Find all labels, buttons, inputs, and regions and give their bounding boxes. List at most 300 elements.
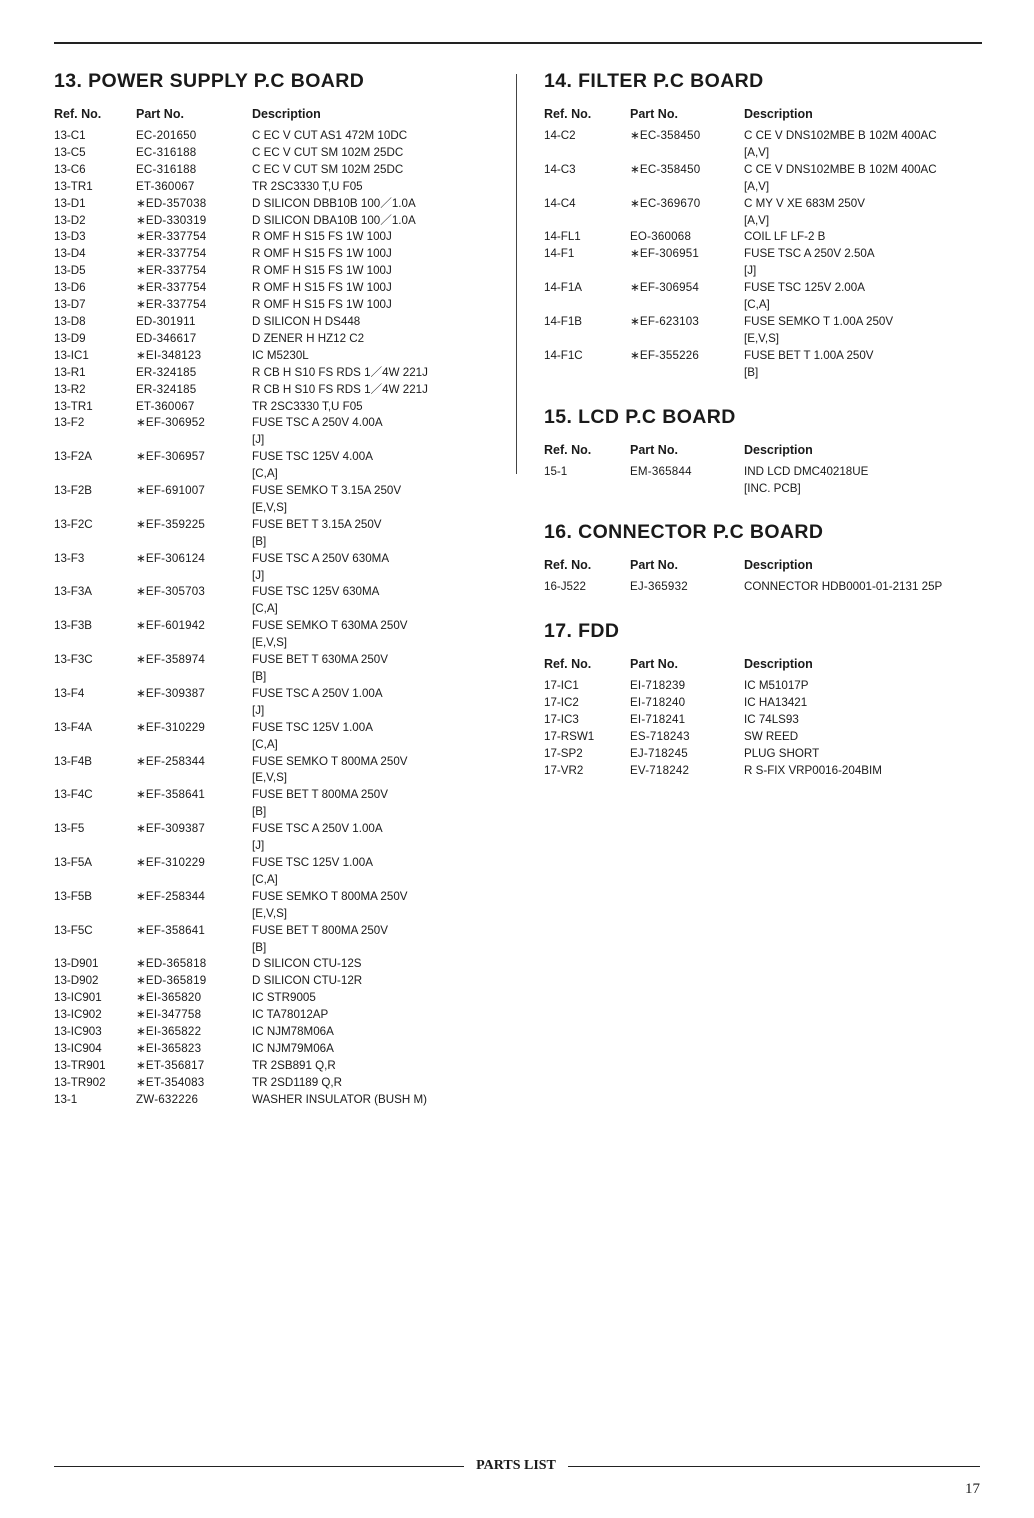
table-row (54, 280, 494, 297)
table-row (54, 213, 494, 230)
ref-no: 14-C3 (544, 162, 576, 176)
description (744, 464, 984, 498)
description (252, 415, 492, 449)
table-row (54, 348, 494, 365)
table-row (544, 196, 984, 230)
ref-no: 13-D901 (54, 957, 99, 971)
ref-no: 17-RSW1 (544, 730, 595, 744)
description-line: C CE V DNS102MBE B 102M 400AC (744, 129, 937, 142)
description (744, 314, 984, 348)
ref-no: 13-C5 (54, 145, 86, 159)
description-line: IC NJM79M06A (252, 1041, 334, 1055)
region-code: [B] (252, 534, 267, 548)
ref-no: 13-D2 (54, 213, 86, 227)
description-line: IC TA78012AP (252, 1008, 329, 1022)
region-code: [J] (252, 839, 265, 853)
description-line: FUSE SEMKO T 1.00A 250V (744, 314, 894, 328)
description-line: FUSE BET T 800MA 250V (252, 788, 388, 802)
ref-no: 13-TR1 (54, 399, 93, 413)
part-no: ∗EI-365822 (136, 1025, 202, 1039)
part-no: ∗ET-356817 (136, 1058, 205, 1072)
part-no: EC-201650 (136, 129, 197, 142)
part-no: ∗EF-310229 (136, 855, 206, 869)
ref-no: 13-F3B (54, 619, 93, 633)
description (252, 179, 492, 196)
part-no: ∗EF-309387 (136, 822, 206, 836)
description-line: FUSE SEMKO T 800MA 250V (252, 754, 408, 768)
table-row (54, 618, 494, 652)
table-row (54, 720, 494, 754)
description-line: IC M5230L (252, 348, 309, 362)
table-row (54, 297, 494, 314)
description-line: D SILICON CTU-12S (252, 957, 362, 971)
part-no: ∗EF-355226 (630, 348, 700, 362)
part-no: EO-360068 (630, 230, 692, 244)
section-power-supply (54, 68, 494, 1109)
part-no: EV-718242 (630, 763, 690, 777)
table-header (54, 106, 494, 122)
ref-no: 13-C1 (54, 129, 86, 142)
part-no: EI-718241 (630, 713, 686, 727)
part-no: ∗EF-306124 (136, 551, 206, 565)
table-row (544, 746, 984, 763)
part-no: ET-360067 (136, 399, 195, 413)
table-row (54, 855, 494, 889)
part-no: ED-346617 (136, 331, 197, 345)
description-line: FUSE TSC A 250V 4.00A (252, 416, 383, 430)
description-line: FUSE TSC A 250V 1.00A (252, 822, 383, 836)
region-code: [J] (252, 433, 265, 447)
ref-no: 13-D6 (54, 281, 86, 295)
ref-no: 13-F2A (54, 450, 93, 464)
ref-no: 13-F3C (54, 653, 93, 667)
part-no: ∗ET-354083 (136, 1075, 205, 1089)
part-no: ER-324185 (136, 382, 197, 396)
description (252, 584, 492, 618)
description (744, 162, 984, 196)
description-line: D SILICON CTU-12R (252, 974, 363, 988)
part-no: ∗EF-258344 (136, 889, 206, 903)
description (252, 720, 492, 754)
region-code: [INC. PCB] (744, 481, 801, 495)
table-row (544, 229, 984, 246)
ref-no: 13-F4A (54, 720, 93, 734)
table-row (544, 314, 984, 348)
description (252, 1041, 492, 1058)
description-line: FUSE TSC A 250V 630MA (252, 551, 390, 565)
column-divider (516, 74, 517, 474)
header-ref-no: Ref. No. (544, 657, 592, 672)
part-no: ∗EF-306954 (630, 281, 700, 295)
description (252, 331, 492, 348)
part-no: ED-301911 (136, 314, 196, 328)
table-row (54, 483, 494, 517)
description (252, 297, 492, 314)
description (252, 973, 492, 990)
parts-table (544, 128, 984, 382)
part-no: ∗EF-309387 (136, 686, 206, 700)
section-lcd (544, 404, 984, 498)
table-row (54, 246, 494, 263)
description (744, 128, 984, 162)
footer-rule-left (54, 1466, 464, 1467)
part-no: ∗EF-359225 (136, 517, 206, 531)
part-no: ∗EF-691007 (136, 484, 206, 498)
part-no: ∗EF-358641 (136, 923, 206, 937)
description-line: FUSE SEMKO T 800MA 250V (252, 889, 408, 903)
ref-no: 13-R2 (54, 382, 86, 396)
table-row (54, 145, 494, 162)
region-code: [E,V,S] (252, 906, 288, 920)
part-no: ∗EF-305703 (136, 585, 206, 599)
description-line: WASHER INSULATOR (BUSH M) (252, 1092, 427, 1106)
part-no: ∗ED-330319 (136, 213, 207, 227)
description (252, 1024, 492, 1041)
description (252, 1007, 492, 1024)
part-no: EC-316188 (136, 162, 197, 176)
ref-no: 15-1 (544, 464, 568, 478)
part-no: ∗EF-358641 (136, 788, 206, 802)
table-row (54, 179, 494, 196)
part-no: EM-365844 (630, 464, 692, 478)
ref-no: 17-IC2 (544, 696, 579, 710)
table-row (54, 1041, 494, 1058)
description (744, 246, 984, 280)
part-no: ∗EC-369670 (630, 196, 701, 210)
table-row (54, 162, 494, 179)
ref-no: 13-F5 (54, 822, 85, 836)
table-row (54, 1007, 494, 1024)
part-no: EJ-718245 (630, 746, 688, 760)
description-line: C MY V XE 683M 250V (744, 196, 865, 210)
part-no: EJ-365932 (630, 580, 688, 594)
ref-no: 14-F1 (544, 247, 575, 261)
ref-no: 13-D1 (54, 196, 86, 210)
region-code: [B] (252, 805, 267, 819)
ref-no: 13-C6 (54, 162, 86, 176)
description-line: CONNECTOR HDB0001-01-2131 25P (744, 580, 943, 594)
part-no: ∗EF-601942 (136, 619, 206, 633)
header-ref-no: Ref. No. (544, 107, 592, 121)
description (252, 162, 492, 179)
header-description: Description (744, 442, 813, 457)
part-no: ∗EF-623103 (630, 314, 700, 328)
part-no: ∗ER-337754 (136, 247, 207, 261)
description (252, 889, 492, 923)
ref-no: 14-F1B (544, 314, 583, 328)
ref-no: 13-F2C (54, 517, 93, 531)
table-row (54, 584, 494, 618)
section-title: 13. POWER SUPPLY P.C BOARD (54, 70, 365, 92)
header-ref-no: Ref. No. (54, 107, 102, 121)
ref-no: 13-IC902 (54, 1008, 102, 1022)
description (744, 712, 984, 729)
description-line: TR 2SD1189 Q,R (252, 1075, 342, 1089)
description (744, 229, 984, 246)
header-description: Description (744, 558, 813, 573)
part-no: EC-316188 (136, 145, 197, 159)
description-line: R OMF H S15 FS 1W 100J (252, 230, 392, 244)
table-row (54, 1075, 494, 1092)
description-line: C EC V CUT AS1 472M 10DC (252, 129, 408, 142)
table-row (54, 652, 494, 686)
description-line: D SILICON DBA10B 100／1.0A (252, 213, 416, 227)
table-row (54, 686, 494, 720)
table-row (544, 162, 984, 196)
description-line: TR 2SC3330 T,U F05 (252, 179, 363, 193)
ref-no: 13-D9 (54, 331, 86, 345)
ref-no: 17-VR2 (544, 763, 584, 777)
description-line: PLUG SHORT (744, 746, 820, 760)
table-row (54, 1092, 494, 1109)
part-no: ∗ED-357038 (136, 196, 207, 210)
ref-no: 13-D8 (54, 314, 86, 328)
description (744, 763, 984, 780)
part-no: ∗EC-358450 (630, 129, 701, 142)
ref-no: 13-D7 (54, 298, 86, 312)
ref-no: 13-IC1 (54, 348, 89, 362)
part-no: ∗EF-306957 (136, 450, 206, 464)
description (252, 956, 492, 973)
description (252, 246, 492, 263)
description (252, 229, 492, 246)
table-row (54, 754, 494, 788)
description (252, 990, 492, 1007)
table-header (544, 106, 984, 122)
part-no: ∗EF-358974 (136, 653, 206, 667)
table-row (54, 973, 494, 990)
description-line: FUSE TSC 125V 1.00A (252, 855, 373, 869)
table-row (544, 280, 984, 314)
ref-no: 13-IC903 (54, 1025, 102, 1039)
region-code: [J] (252, 568, 265, 582)
header-part-no: Part No. (630, 558, 678, 573)
description-line: FUSE BET T 800MA 250V (252, 923, 388, 937)
description (252, 145, 492, 162)
header-ref-no: Ref. No. (544, 442, 592, 457)
ref-no: 14-FL1 (544, 230, 581, 244)
description (252, 483, 492, 517)
description (252, 923, 492, 957)
part-no: ∗EF-258344 (136, 754, 206, 768)
table-row (544, 763, 984, 780)
table-row (54, 990, 494, 1007)
parts-table (544, 579, 984, 596)
description-line: FUSE TSC 125V 1.00A (252, 720, 373, 734)
description (252, 196, 492, 213)
description (252, 551, 492, 585)
section-connector (544, 519, 984, 596)
right-column (544, 68, 984, 780)
ref-no: 13-F5A (54, 855, 93, 869)
table-row (54, 1058, 494, 1075)
description (252, 263, 492, 280)
table-row (54, 382, 494, 399)
table-row (54, 1024, 494, 1041)
header-ref-no: Ref. No. (544, 558, 592, 573)
description-line: D SILICON DBB10B 100／1.0A (252, 196, 416, 210)
table-row (54, 956, 494, 973)
description-line: R CB H S10 FS RDS 1／4W 221J (252, 365, 428, 379)
parts-table (544, 678, 984, 779)
region-code: [C,A] (252, 872, 278, 886)
ref-no: 13-D5 (54, 264, 86, 278)
description (252, 517, 492, 551)
description (252, 382, 492, 399)
region-code: [C,A] (252, 467, 278, 481)
description-line: TR 2SC3330 T,U F05 (252, 399, 363, 413)
region-code: [C,A] (252, 602, 278, 616)
ref-no: 13-F5C (54, 923, 93, 937)
description (252, 128, 492, 145)
section-filter (544, 68, 984, 382)
description (252, 686, 492, 720)
part-no: ∗EF-306951 (630, 247, 700, 261)
ref-no: 14-F1C (544, 348, 583, 362)
description-line: FUSE TSC 125V 4.00A (252, 450, 373, 464)
part-no: EI-718240 (630, 696, 686, 710)
description-line: R CB H S10 FS RDS 1／4W 221J (252, 382, 428, 396)
section-title: 16. CONNECTOR P.C BOARD (544, 521, 824, 544)
description-line: IND LCD DMC40218UE (744, 464, 869, 478)
description (252, 314, 492, 331)
table-row (544, 579, 984, 596)
description-line: FUSE TSC A 250V 2.50A (744, 247, 875, 261)
region-code: [J] (744, 264, 757, 278)
description (252, 1075, 492, 1092)
table-row (54, 365, 494, 382)
part-no: ∗EI-348123 (136, 348, 202, 362)
ref-no: 17-SP2 (544, 746, 583, 760)
table-row (54, 923, 494, 957)
description (252, 348, 492, 365)
table-row (54, 196, 494, 213)
description (744, 729, 984, 746)
description-line: R OMF H S15 FS 1W 100J (252, 264, 392, 278)
section-title: 15. LCD P.C BOARD (544, 405, 736, 428)
description (744, 348, 984, 382)
part-no: ∗ED-365819 (136, 974, 207, 988)
ref-no: 13-D3 (54, 230, 86, 244)
part-no: ZW-632226 (136, 1092, 199, 1106)
ref-no: 13-F4 (54, 686, 85, 700)
description (252, 1058, 492, 1075)
table-row (54, 263, 494, 280)
ref-no: 14-C4 (544, 196, 576, 210)
part-no: ∗EI-365823 (136, 1041, 202, 1055)
description-line: TR 2SB891 Q,R (252, 1058, 336, 1072)
header-part-no: Part No. (630, 657, 678, 672)
part-no: ∗ER-337754 (136, 298, 207, 312)
region-code: [A,V] (744, 213, 770, 227)
description-line: SW REED (744, 730, 799, 744)
footer-rule-right (568, 1466, 980, 1467)
description (744, 280, 984, 314)
header-description: Description (252, 107, 321, 121)
part-no: ER-324185 (136, 365, 197, 379)
description-line: COIL LF LF-2 B (744, 230, 826, 244)
description-line: R OMF H S15 FS 1W 100J (252, 247, 392, 261)
description-line: IC 74LS93 (744, 713, 799, 727)
description (744, 746, 984, 763)
table-row (544, 695, 984, 712)
parts-table (544, 464, 984, 498)
part-no: ∗EI-347758 (136, 1008, 202, 1022)
header-part-no: Part No. (630, 107, 678, 121)
table-row (54, 517, 494, 551)
table-row (54, 229, 494, 246)
region-code: [A,V] (744, 179, 770, 193)
table-row (544, 464, 984, 498)
description (252, 280, 492, 297)
description-line: FUSE SEMKO T 3.15A 250V (252, 484, 402, 498)
footer-label: PARTS LIST (476, 1458, 556, 1473)
table-row (54, 787, 494, 821)
table-row (544, 712, 984, 729)
region-code: [E,V,S] (744, 331, 780, 345)
table-row (544, 246, 984, 280)
ref-no: 13-TR1 (54, 179, 93, 193)
description-line: FUSE TSC 125V 630MA (252, 585, 380, 599)
region-code: [E,V,S] (252, 771, 288, 785)
header-part-no: Part No. (630, 442, 678, 457)
description (252, 449, 492, 483)
table-header (544, 656, 984, 672)
region-code: [E,V,S] (252, 500, 288, 514)
table-row (54, 399, 494, 416)
header-description: Description (744, 107, 813, 121)
parts-table (54, 128, 494, 1109)
ref-no: 13-F2 (54, 416, 85, 430)
ref-no: 14-F1A (544, 281, 583, 295)
table-row (54, 551, 494, 585)
table-row (54, 331, 494, 348)
description-line: C CE V DNS102MBE B 102M 400AC (744, 162, 937, 176)
section-title: 14. FILTER P.C BOARD (544, 70, 764, 92)
description (744, 196, 984, 230)
description (252, 787, 492, 821)
ref-no: 13-F4C (54, 788, 93, 802)
description-line: D ZENER H HZ12 C2 (252, 331, 365, 345)
ref-no: 13-1 (54, 1092, 78, 1106)
description-line: FUSE BET T 3.15A 250V (252, 517, 382, 531)
ref-no: 13-R1 (54, 365, 86, 379)
description-line: FUSE SEMKO T 630MA 250V (252, 619, 408, 633)
region-code: [C,A] (252, 737, 278, 751)
description (252, 1092, 492, 1109)
description (744, 579, 984, 596)
ref-no: 13-IC901 (54, 991, 102, 1005)
region-code: [E,V,S] (252, 636, 288, 650)
description-line: C EC V CUT SM 102M 25DC (252, 162, 404, 176)
ref-no: 13-F3 (54, 551, 85, 565)
description (252, 855, 492, 889)
table-row (54, 314, 494, 331)
description-line: FUSE BET T 1.00A 250V (744, 348, 874, 362)
left-column (54, 68, 494, 1109)
description-line: IC STR9005 (252, 991, 316, 1005)
description-line: D SILICON H DS448 (252, 314, 361, 328)
description-line: FUSE TSC A 250V 1.00A (252, 686, 383, 700)
section-title: 17. FDD (544, 620, 620, 643)
ref-no: 13-TR902 (54, 1075, 106, 1089)
part-no: ∗EI-365820 (136, 991, 202, 1005)
ref-no: 13-F5B (54, 889, 93, 903)
ref-no: 17-IC1 (544, 679, 579, 693)
description-line: FUSE BET T 630MA 250V (252, 653, 388, 667)
section-fdd (544, 618, 984, 779)
ref-no: 14-C2 (544, 129, 576, 142)
